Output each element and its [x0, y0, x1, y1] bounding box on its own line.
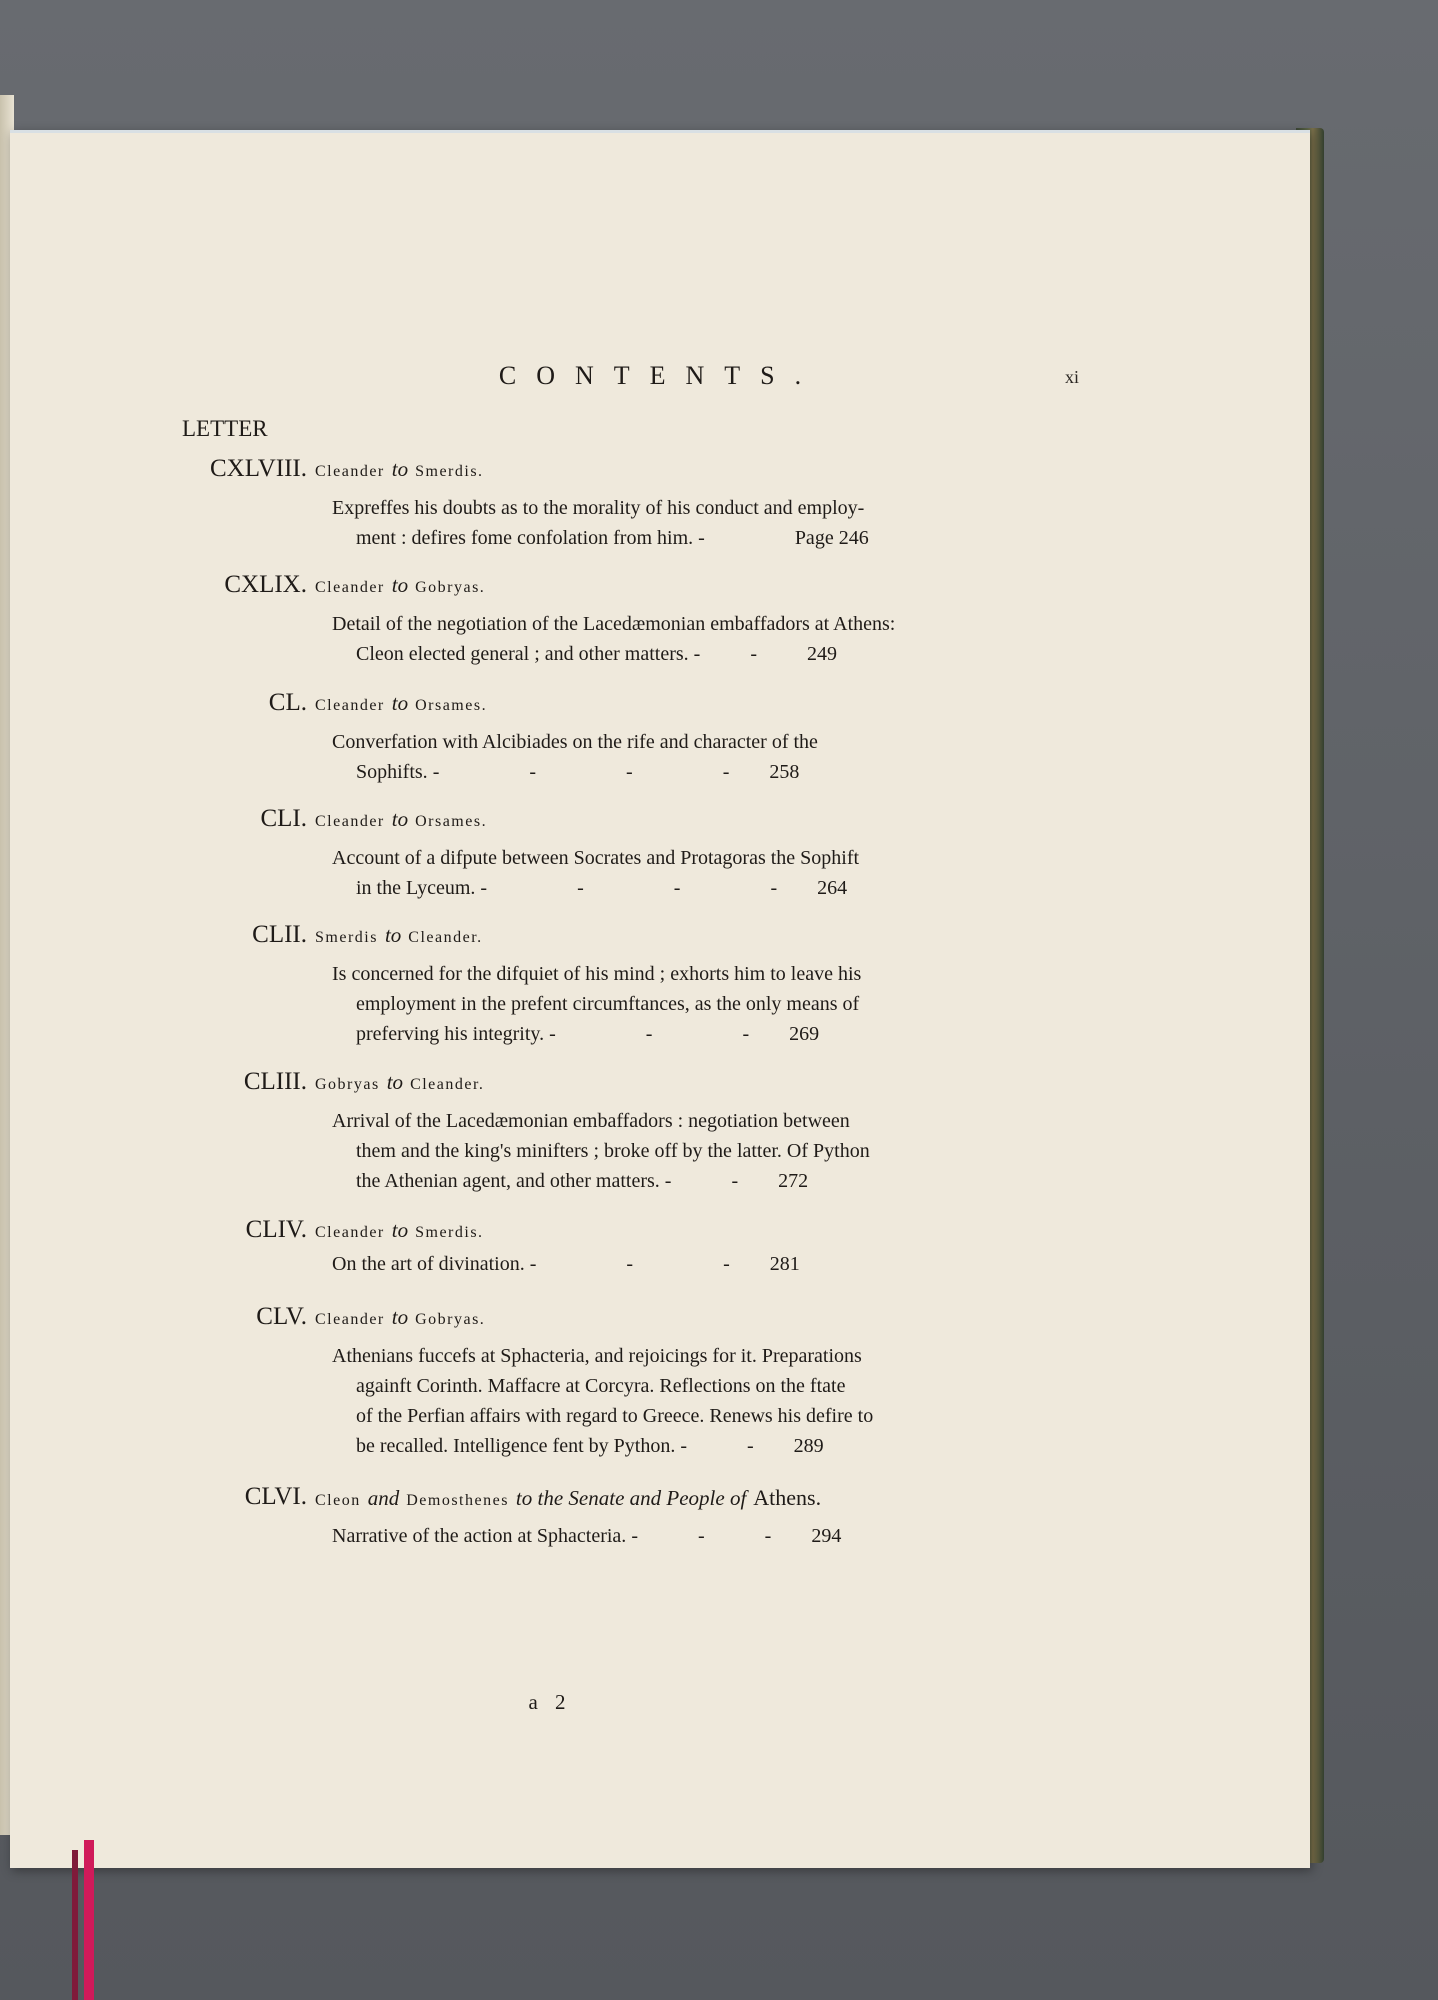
title-recipient: Gobryas.	[415, 579, 486, 596]
summary-last-line: Narrative of the action at Sphacteria. - - - 294	[332, 1525, 842, 1547]
dash-leader: -	[480, 877, 488, 899]
page-reference: Page 246	[794, 527, 869, 549]
title-recipient: to the Senate and People of	[515, 1486, 747, 1510]
title-connector: to	[391, 691, 409, 715]
summary-line: Is concerned for the difquiet of his mind ; exhorts him to leave his	[332, 963, 862, 985]
dash-leader: -	[631, 1525, 638, 1547]
dash-leader: -	[529, 761, 537, 783]
title-recipient: Orsames.	[415, 697, 488, 714]
letter-column-label: LETTER	[182, 416, 268, 441]
dash-leader: -	[698, 527, 705, 549]
title-recipient: Orsames.	[415, 813, 488, 830]
title-recipient: Smerdis.	[415, 463, 484, 480]
dash-leader: -	[723, 1253, 730, 1275]
letter-title	[315, 923, 483, 948]
letter-summary	[332, 1521, 972, 1551]
summary-last-line: Cleon elected general ; and other matters. - - 249	[356, 643, 837, 665]
letter-summary	[332, 843, 972, 903]
title-recipient: Cleander.	[408, 929, 483, 946]
dash-leader: -	[626, 761, 633, 783]
title-sender: Cleander	[315, 1224, 385, 1241]
dash-leader: -	[626, 1253, 634, 1275]
letter-number: CLIV.	[245, 1216, 307, 1243]
summary-last-line: On the art of divination. - - - 281	[332, 1253, 800, 1275]
ribbon-bookmark	[72, 1850, 78, 2000]
title-sender: Cleander	[315, 579, 385, 596]
title-recipient: Cleander.	[410, 1076, 485, 1093]
title-sender: Cleon	[315, 1492, 361, 1509]
summary-line: Arrival of the Lacedæmonian embaffadors : negotiation between	[332, 1110, 850, 1132]
book-page	[10, 130, 1310, 1868]
summary-line: Expreffes his doubts as to the morality of his conduct and employ-	[332, 497, 865, 519]
letter-number: CLI.	[260, 805, 307, 832]
letter-number: CLV.	[256, 1303, 307, 1330]
letter-summary	[332, 1249, 972, 1279]
letter-title	[315, 573, 485, 598]
summary-last-line: the Athenian agent, and other matters. - - 272	[356, 1170, 809, 1192]
letter-number: CLIII.	[243, 1068, 307, 1095]
title-connector: to	[391, 1218, 409, 1242]
letter-title	[315, 1305, 485, 1330]
title-sender: Cleander	[315, 697, 385, 714]
title-sender: Gobryas	[315, 1076, 380, 1093]
page-reference: 294	[811, 1525, 842, 1547]
page-reference: 249	[806, 643, 837, 665]
page-reference: 289	[793, 1435, 824, 1457]
letter-summary	[332, 1106, 972, 1196]
summary-last-line: Sophifts. - - - - 258	[356, 761, 800, 783]
title-sender: Cleander	[315, 1311, 385, 1328]
summary-last-line: in the Lyceum. - - - - 264	[356, 877, 848, 899]
summary-last-line: ment : defires fome confolation from him. - Page 246	[356, 527, 869, 549]
title-recipient: Gobryas.	[415, 1311, 486, 1328]
signature-mark: a 2	[528, 1690, 572, 1714]
dash-leader: -	[664, 1170, 672, 1192]
summary-line: Detail of the negotiation of the Lacedæmonian embaffadors at Athens:	[332, 613, 896, 635]
letter-title	[315, 1485, 821, 1511]
page-title: CONTENTS.	[498, 361, 822, 390]
letter-title	[315, 457, 484, 482]
letter-title	[315, 1218, 484, 1243]
letter-summary	[332, 609, 972, 669]
title-sender: Cleander	[315, 813, 385, 830]
dash-leader: -	[731, 1170, 739, 1192]
title-connector: to	[391, 457, 409, 481]
title-connector: to	[391, 1305, 409, 1329]
dash-leader: -	[577, 877, 584, 899]
letter-number: CXLVIII.	[210, 455, 307, 482]
title-place: Athens.	[753, 1485, 822, 1510]
title-sender: Smerdis	[315, 929, 378, 946]
dash-leader: -	[680, 1435, 687, 1457]
title-connector: to	[391, 573, 409, 597]
summary-line: againft Corinth. Maffacre at Corcyra. Reflections on the ftate	[356, 1375, 846, 1397]
letter-number: CLII.	[252, 921, 307, 948]
dash-leader: -	[750, 643, 757, 665]
page-reference: 264	[817, 877, 848, 899]
summary-line: Account of a difpute between Socrates and Protagoras the Sophift	[332, 847, 860, 869]
dash-leader: -	[645, 1023, 653, 1045]
summary-line: employment in the prefent circumftances, as the only means of	[356, 993, 860, 1015]
summary-line: them and the king's minifters ; broke off by the latter. Of Python	[356, 1140, 870, 1162]
ribbon-bookmark	[84, 1840, 94, 2000]
dash-leader: -	[432, 761, 440, 783]
dash-leader: -	[722, 761, 730, 783]
page-reference: 281	[769, 1253, 800, 1275]
letter-number: CLVI.	[244, 1483, 307, 1510]
title-connector: to	[386, 1070, 404, 1094]
title-connector: to	[384, 923, 402, 947]
summary-line: Converfation with Alcibiades on the rife and character of the	[332, 731, 818, 753]
summary-last-line: preferving his integrity. - - - 269	[356, 1023, 820, 1045]
dash-leader: -	[529, 1253, 537, 1275]
title-recipient: Smerdis.	[415, 1224, 484, 1241]
dash-leader: -	[697, 1525, 705, 1547]
letter-number: CL.	[268, 689, 307, 716]
letter-title	[315, 1070, 484, 1095]
letter-title	[315, 807, 487, 832]
title-sender: Demosthenes	[406, 1492, 509, 1509]
dash-leader: -	[742, 1023, 750, 1045]
title-connector: and	[367, 1486, 400, 1510]
page-reference: 258	[769, 761, 800, 783]
letter-number: CXLIX.	[224, 571, 307, 598]
dash-leader: -	[770, 877, 778, 899]
summary-line: of the Perfian affairs with regard to Greece. Renews his defire to	[356, 1405, 874, 1427]
dash-leader: -	[673, 877, 681, 899]
folio-number: xi	[1065, 367, 1080, 387]
dash-leader: -	[693, 643, 701, 665]
dash-leader: -	[549, 1023, 556, 1045]
title-sender: Cleander	[315, 463, 385, 480]
letter-summary	[332, 727, 972, 787]
page-reference: 272	[778, 1170, 809, 1192]
summary-last-line: be recalled. Intelligence fent by Python. - - 289	[356, 1435, 824, 1457]
title-connector: to	[391, 807, 409, 831]
letter-summary	[332, 959, 972, 1049]
dash-leader: -	[764, 1525, 772, 1547]
page-reference: 269	[789, 1023, 820, 1045]
letter-summary	[332, 493, 972, 553]
summary-line: Athenians fuccefs at Sphacteria, and rejoicings for it. Preparations	[332, 1345, 862, 1367]
letter-title	[315, 691, 487, 716]
letter-summary	[332, 1341, 972, 1461]
dash-leader: -	[747, 1435, 754, 1457]
